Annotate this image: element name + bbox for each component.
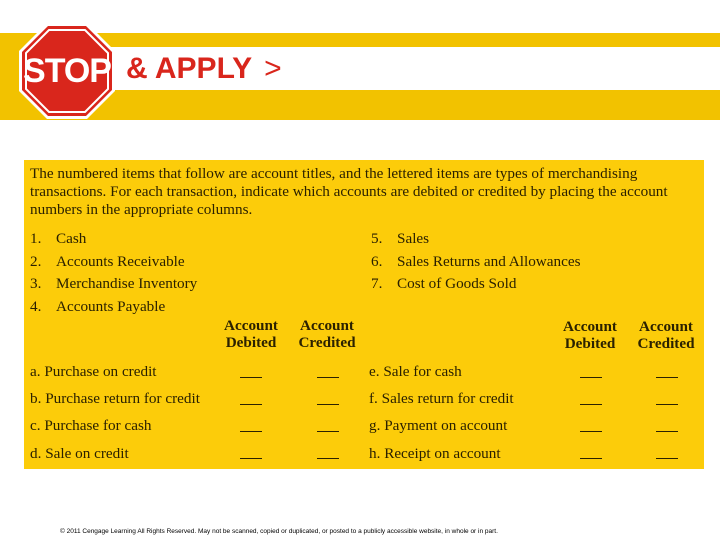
answer-blank-debited[interactable] xyxy=(240,377,262,378)
column-header-debited-left: Account Debited xyxy=(224,317,278,351)
account-item: 3. Merchandise Inventory xyxy=(30,275,198,292)
column-header-credited-left: Account Credited xyxy=(298,317,356,351)
exercise-instructions: The numbered items that follow are account titles, and the lettered items are types of merchandising transactions. For each transaction, indicate which accounts are debited or credited by placing the account numbers in the appropriate columns. xyxy=(30,165,668,218)
answer-blank-credited[interactable] xyxy=(317,458,339,459)
column-header-debited-right: Account Debited xyxy=(563,318,617,352)
stop-label: STOP xyxy=(23,52,111,90)
exercise-panel xyxy=(24,160,704,469)
answer-blank-credited[interactable] xyxy=(656,404,678,405)
answer-blank-debited[interactable] xyxy=(240,431,262,432)
apply-label: & APPLY xyxy=(126,52,253,85)
stop-sign-icon xyxy=(18,22,116,120)
answer-blank-credited[interactable] xyxy=(656,377,678,378)
account-item: 7. Cost of Goods Sold xyxy=(371,275,517,292)
answer-blank-debited[interactable] xyxy=(580,458,602,459)
answer-blank-credited[interactable] xyxy=(656,431,678,432)
answer-blank-credited[interactable] xyxy=(656,458,678,459)
transaction-item: a. Purchase on credit xyxy=(30,363,157,380)
answer-blank-debited[interactable] xyxy=(580,431,602,432)
account-item: 6. Sales Returns and Allowances xyxy=(371,252,581,270)
account-item: 2. Accounts Receivable xyxy=(30,252,185,270)
copyright-footer: © 2011 Cengage Learning All Rights Reserved. May not be scanned, copied or duplicated, or posted to a publicly accessible website, in whole or in part. xyxy=(60,528,498,535)
answer-blank-debited[interactable] xyxy=(580,404,602,405)
transaction-item: b. Purchase return for credit xyxy=(30,390,200,407)
answer-blank-debited[interactable] xyxy=(580,377,602,378)
column-header-credited-right: Account Credited xyxy=(637,318,695,352)
transaction-item: e. Sale for cash xyxy=(369,363,462,380)
account-item: 1. Cash xyxy=(30,230,87,247)
transaction-item: f. Sales return for credit xyxy=(369,390,514,407)
account-list-left xyxy=(30,228,197,318)
answer-blank-credited[interactable] xyxy=(317,404,339,405)
answer-blank-credited[interactable] xyxy=(317,377,339,378)
account-item: 5. Sales xyxy=(371,230,430,247)
transaction-item: g. Payment on account xyxy=(369,417,508,434)
transaction-item: d. Sale on credit xyxy=(30,445,129,462)
transaction-item: c. Purchase for cash xyxy=(30,417,152,434)
transaction-item: h. Receipt on account xyxy=(369,445,501,462)
account-list-right xyxy=(371,228,580,296)
account-item: 4. Accounts Payable xyxy=(30,297,166,315)
chevron-right-icon: > xyxy=(264,52,282,85)
apply-heading xyxy=(126,52,282,86)
answer-blank-debited[interactable] xyxy=(240,404,262,405)
answer-blank-debited[interactable] xyxy=(240,458,262,459)
answer-blank-credited[interactable] xyxy=(317,431,339,432)
